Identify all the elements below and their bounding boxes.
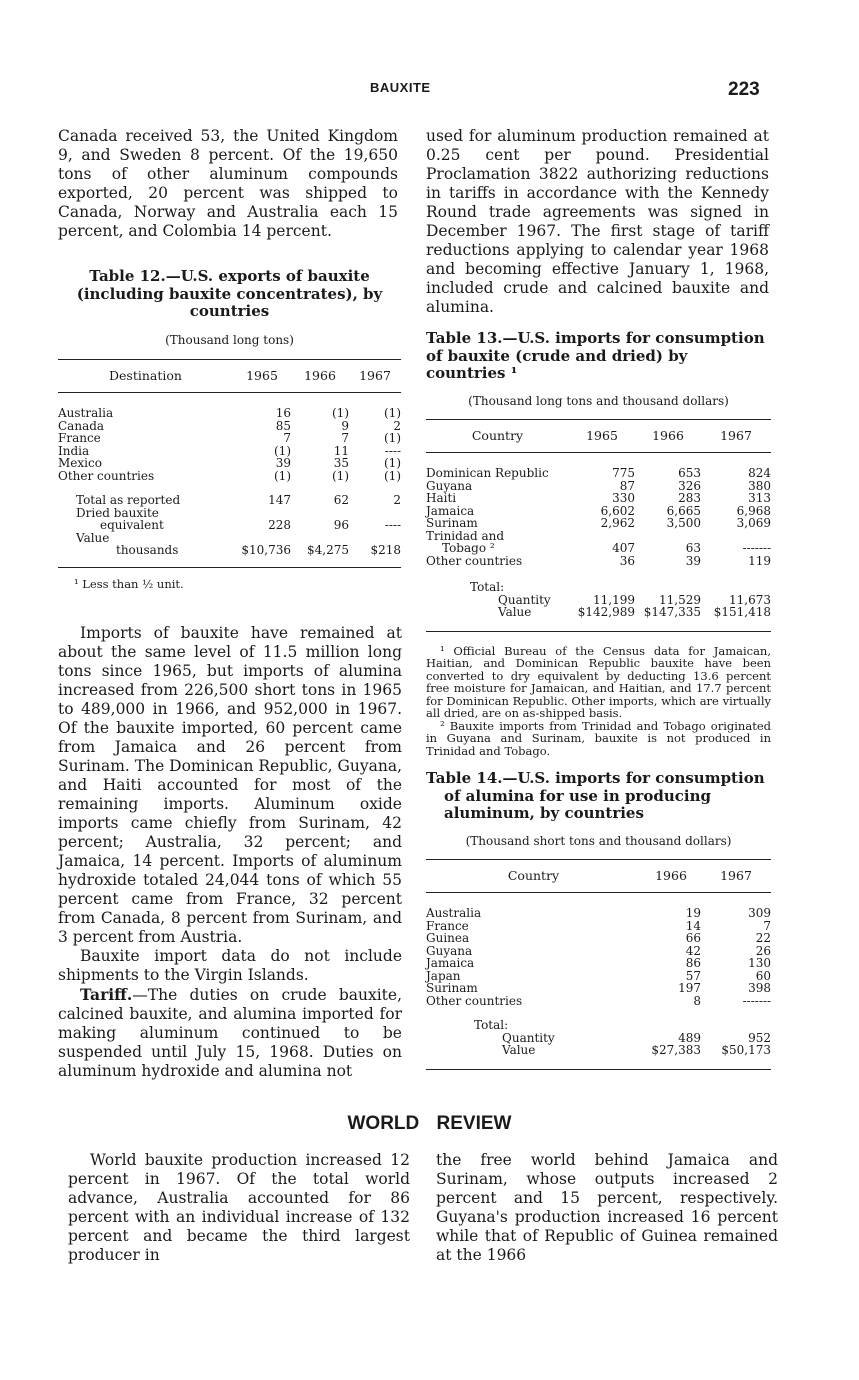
row-label: Australia bbox=[58, 406, 114, 420]
table-14-value-row bbox=[426, 1044, 771, 1057]
table-cell-value: $218 bbox=[370, 543, 401, 557]
world-review-right-paragraph: the free world behind Jamaica and Surinam, whose outputs increased 2 percent and 15 percent, respectively. Guyana's production increased 16 percent while that of Republic of Guinea remained at the 1966 bbox=[436, 1151, 778, 1264]
table-cell-value: 130 bbox=[748, 956, 771, 970]
table-12-caption: Table 12.—U.S. exports of bauxite (including bauxite concentrates), by countries bbox=[76, 267, 383, 320]
table-cell-value: 824 bbox=[748, 466, 771, 480]
table-cell-value: 3,500 bbox=[666, 516, 701, 530]
table-14 bbox=[426, 770, 771, 1070]
table-12-dried-row bbox=[58, 519, 401, 532]
table-cell: Jamaica bbox=[426, 956, 475, 970]
row-label: Canada bbox=[58, 418, 105, 433]
table-row bbox=[58, 432, 401, 445]
table-14-units: (Thousand short tons and thousand dollars) bbox=[465, 833, 732, 848]
table-cell-value: 489 bbox=[678, 1030, 701, 1045]
table-cell: France bbox=[426, 918, 469, 933]
table-cell-value: 86 bbox=[685, 956, 701, 970]
table-cell-value: (1) bbox=[274, 443, 291, 458]
table-cell: Total: bbox=[470, 580, 505, 594]
table-12-col-1965: 1965 bbox=[246, 367, 278, 383]
table-cell-value: 653 bbox=[678, 466, 701, 480]
table-cell-value: 228 bbox=[268, 518, 291, 532]
table-cell-value: 380 bbox=[748, 478, 771, 493]
table-cell-value: 6,968 bbox=[736, 503, 771, 518]
table-12-header bbox=[58, 367, 401, 383]
table-cell-value: (1) bbox=[384, 456, 401, 470]
table-row bbox=[58, 420, 401, 433]
table-cell: Japan bbox=[426, 968, 461, 983]
table-13-value-row bbox=[426, 606, 771, 619]
table-cell-value: 775 bbox=[612, 466, 635, 480]
table-cell-value: 952 bbox=[748, 1030, 771, 1045]
table-row bbox=[426, 945, 771, 958]
table-row bbox=[426, 492, 771, 505]
table-row bbox=[426, 982, 771, 995]
page-number: 223 bbox=[728, 79, 760, 100]
table-13-header bbox=[426, 427, 771, 443]
table-cell-value: 26 bbox=[755, 943, 771, 958]
left-intro-paragraph: Canada received 53, the United Kingdom 9, and Sweden 8 percent. Of the 19,650 tons of other aluminum compounds exported, 20 percent was shipped to Canada, Norway and Australia each 15 percent, and Colombia 14 percent. bbox=[58, 127, 398, 240]
table-12-col-1966: 1966 bbox=[304, 367, 336, 383]
table-cell-value: $151,418 bbox=[713, 605, 771, 619]
table-cell-value: $147,335 bbox=[643, 605, 701, 619]
table-cell: Value bbox=[498, 605, 532, 619]
table-cell-value: 11 bbox=[333, 443, 349, 458]
table-cell: Trinidad and bbox=[426, 528, 505, 543]
left-column-intro bbox=[58, 127, 398, 241]
table-14-header bbox=[426, 867, 771, 883]
table-13-header-rule bbox=[426, 452, 771, 453]
table-cell-value: (1) bbox=[332, 406, 349, 420]
table-12-top-rule bbox=[58, 359, 401, 360]
table-cell-value: 63 bbox=[685, 541, 701, 555]
table-cell-value: 62 bbox=[333, 493, 349, 507]
table-cell bbox=[701, 1019, 771, 1032]
table-cell-value: 6,665 bbox=[666, 503, 701, 518]
table-cell-value: 85 bbox=[275, 418, 291, 433]
table-row bbox=[426, 517, 771, 530]
table-cell-value: (1) bbox=[274, 468, 291, 483]
table-cell: Australia bbox=[426, 906, 482, 920]
table-cell: Quantity bbox=[498, 592, 551, 607]
table-cell-value: 8 bbox=[693, 993, 701, 1008]
table-cell-value: 3,069 bbox=[736, 516, 771, 530]
table-cell-value: $142,989 bbox=[577, 605, 635, 619]
table-row bbox=[58, 457, 401, 470]
table-cell-value: 197 bbox=[678, 981, 701, 995]
table-13-col-1967: 1967 bbox=[720, 427, 752, 443]
table-12 bbox=[58, 268, 401, 590]
table-12-total-row bbox=[58, 494, 401, 507]
table-cell: Dried bauxite bbox=[76, 505, 159, 520]
table-cell bbox=[641, 1019, 701, 1032]
table-cell-value: 407 bbox=[612, 541, 635, 555]
table-cell-value: 7 bbox=[763, 918, 771, 933]
table-cell: Total as reported bbox=[76, 493, 181, 507]
table-cell: Value bbox=[76, 530, 110, 545]
table-14-caption: Table 14.—U.S. imports for consumption of alumina for use in producing aluminum, by countries bbox=[426, 769, 765, 822]
table-cell-value: ---- bbox=[384, 518, 401, 532]
table-cell: Value bbox=[502, 1043, 536, 1057]
table-13-footnote-1: ¹ Official Bureau of the Census data for Jamaican, Haitian, and Dominican Republic bauxite have been converted to dry equivalent by deducting 13.6 percent free moisture for Jamaican, and Haitian, and 17.7 percent for Dominican Republic. Other imports, which are virtually all dried, are on as-shipped basis. bbox=[426, 643, 771, 720]
table-cell: Total: bbox=[474, 1018, 509, 1032]
table-14-bottom-rule bbox=[426, 1069, 771, 1070]
world-review-left-column bbox=[68, 1151, 410, 1265]
table-cell-value: ------- bbox=[742, 993, 771, 1008]
running-header-title: BAUXITE bbox=[370, 80, 431, 95]
row-label: France bbox=[58, 431, 101, 445]
table-cell: thousands bbox=[116, 543, 179, 557]
row-label: Mexico bbox=[58, 456, 102, 470]
table-cell-value: (1) bbox=[384, 406, 401, 420]
table-13-col-1965: 1965 bbox=[586, 427, 618, 443]
table-cell bbox=[569, 581, 635, 594]
imports-paragraph: Imports of bauxite have remained at about the same level of 11.5 million long tons since 1965, but imports of alumina increased from 226,500 short tons in 1965 to 489,000 in 1966, and 952,000 in 1967. Of the bauxite imported, 60 percent came from Jamaica and 26 percent from Surinam. The Dominican Republic, Guyana, and Haiti accounted for most of the remaining imports. Aluminum oxide imports came chiefly from Surinam, 42 percent; Australia, 32 percent; and Jamaica, 14 percent. Imports of aluminum hydroxide totaled 24,044 tons of which 55 percent came from France, 32 percent from Canada, 8 percent from Surinam, and 3 percent from Austria. bbox=[58, 624, 402, 946]
table-13-caption: Table 13.—U.S. imports for consumption of bauxite (crude and dried) by countries ¹ bbox=[426, 329, 765, 382]
table-13-bottom-rule bbox=[426, 631, 771, 632]
table-row bbox=[426, 542, 771, 555]
table-14-col-1966: 1966 bbox=[655, 867, 687, 883]
table-14-header-rule bbox=[426, 892, 771, 893]
table-13-body bbox=[426, 467, 771, 619]
table-cell: Tobago ² bbox=[442, 541, 495, 555]
table-row bbox=[426, 467, 771, 480]
table-row bbox=[426, 555, 771, 568]
table-cell-value: $10,736 bbox=[241, 543, 291, 557]
table-14-col-country: Country bbox=[507, 867, 560, 883]
world-review-heading: WORLD REVIEW bbox=[347, 1113, 512, 1134]
table-13-total-label-row bbox=[426, 581, 771, 594]
table-cell-value: 330 bbox=[612, 491, 635, 505]
table-12-value-label-row bbox=[58, 532, 401, 545]
table-cell-value: 19 bbox=[685, 906, 701, 920]
virgin-islands-paragraph: Bauxite import data do not include shipments to the Virgin Islands. bbox=[58, 947, 402, 984]
table-cell: Guyana bbox=[426, 478, 473, 493]
tariff-text: —The duties on crude bauxite, calcined bauxite, and alumina imported for making aluminum continued to be suspended until July 15, 1968. Duties on aluminum hydroxide and alumina not bbox=[58, 986, 402, 1080]
table-cell-value: 7 bbox=[341, 431, 349, 445]
table-cell-value: 42 bbox=[685, 943, 701, 958]
world-review-right-column bbox=[436, 1151, 778, 1265]
table-row bbox=[426, 480, 771, 493]
table-cell-value: ------- bbox=[742, 541, 771, 555]
table-13-col-1966: 1966 bbox=[652, 427, 684, 443]
table-row bbox=[426, 932, 771, 945]
table-cell-value: 36 bbox=[619, 553, 635, 568]
table-cell-value: 39 bbox=[275, 456, 291, 470]
table-cell-value: 7 bbox=[283, 431, 291, 445]
table-cell-value: 9 bbox=[341, 418, 349, 433]
table-14-quantity-row bbox=[426, 1032, 771, 1045]
tariff-paragraph bbox=[58, 985, 402, 1081]
table-12-col-1967: 1967 bbox=[359, 367, 391, 383]
table-cell: Guinea bbox=[426, 931, 470, 945]
table-cell-value: 119 bbox=[748, 553, 771, 568]
table-row bbox=[426, 995, 771, 1008]
table-14-total-label-row bbox=[426, 1019, 771, 1032]
table-row bbox=[426, 907, 771, 920]
right-column-intro bbox=[426, 127, 769, 317]
table-cell: Guyana bbox=[426, 943, 473, 958]
table-cell-value: 6,602 bbox=[600, 503, 635, 518]
table-cell-value: (1) bbox=[384, 431, 401, 445]
table-13 bbox=[426, 330, 771, 757]
table-cell-value: 313 bbox=[748, 491, 771, 505]
table-cell: Quantity bbox=[502, 1030, 555, 1045]
table-cell: Other countries bbox=[426, 993, 523, 1008]
left-column-body bbox=[58, 624, 402, 1081]
table-cell-value: $4,275 bbox=[307, 543, 349, 557]
table-cell-value: 283 bbox=[678, 491, 701, 505]
table-cell-value: 96 bbox=[333, 518, 349, 532]
table-cell-value: 309 bbox=[748, 906, 771, 920]
table-13-top-rule bbox=[426, 419, 771, 420]
right-intro-paragraph: used for aluminum production remained at 0.25 cent per pound. Presidential Proclamation 3822 authorizing reductions in tariffs in accordance with the Kennedy Round trade agreements was signed in December 1967. The first stage of tariff reductions applying to calendar year 1968 and becoming effective January 1, 1968, included crude and calcined bauxite and alumina. bbox=[426, 127, 769, 316]
table-12-value-row bbox=[58, 544, 401, 557]
table-cell-value: ---- bbox=[384, 443, 401, 458]
row-label: Other countries bbox=[58, 468, 155, 483]
table-cell: equivalent bbox=[100, 518, 164, 532]
table-13-col-country: Country bbox=[471, 427, 524, 443]
table-cell bbox=[635, 581, 701, 594]
table-13-units: (Thousand long tons and thousand dollars) bbox=[468, 393, 729, 408]
table-cell-value: (1) bbox=[332, 468, 349, 483]
table-cell-value: (1) bbox=[384, 468, 401, 483]
table-cell: Dominican Republic bbox=[426, 466, 549, 480]
table-cell: Haiti bbox=[426, 491, 457, 505]
table-row bbox=[58, 445, 401, 458]
table-row bbox=[426, 920, 771, 933]
table-cell: Other countries bbox=[426, 553, 523, 568]
table-cell-value: 39 bbox=[685, 553, 701, 568]
table-cell-value: 87 bbox=[619, 478, 635, 493]
table-cell: Jamaica bbox=[426, 503, 475, 518]
table-cell-value: $27,383 bbox=[651, 1043, 701, 1057]
table-row bbox=[426, 957, 771, 970]
table-cell-value: 11,673 bbox=[729, 592, 771, 607]
table-13-footnote-2: ² Bauxite imports from Trinidad and Tobago originated in Guyana and Surinam, bauxite is not produced in Trinidad and Tobago. bbox=[426, 718, 771, 758]
table-14-top-rule bbox=[426, 859, 771, 860]
table-12-units: (Thousand long tons) bbox=[165, 332, 294, 347]
table-cell-value: 14 bbox=[685, 918, 701, 933]
row-label: India bbox=[58, 443, 90, 458]
table-cell-value: 2 bbox=[393, 493, 401, 507]
table-cell-value: 2 bbox=[393, 418, 401, 433]
table-cell-value: 326 bbox=[678, 478, 701, 493]
table-cell: Surinam bbox=[426, 516, 478, 530]
table-cell bbox=[701, 581, 771, 594]
table-cell-value: 35 bbox=[333, 456, 349, 470]
table-cell-value: 22 bbox=[755, 931, 771, 945]
table-cell: Surinam bbox=[426, 981, 478, 995]
table-12-body bbox=[58, 407, 401, 557]
table-cell-value: 147 bbox=[268, 493, 291, 507]
table-cell-value: 11,199 bbox=[593, 592, 635, 607]
table-row bbox=[58, 470, 401, 483]
table-cell bbox=[426, 567, 771, 581]
table-12-bottom-rule bbox=[58, 567, 401, 568]
table-cell-value: 2,962 bbox=[600, 516, 635, 530]
table-12-header-rule bbox=[58, 392, 401, 393]
table-cell-value: 57 bbox=[685, 968, 701, 983]
table-14-body bbox=[426, 907, 771, 1057]
table-row bbox=[58, 407, 401, 420]
table-cell-value: 398 bbox=[748, 981, 771, 995]
table-12-col-destination: Destination bbox=[109, 367, 182, 383]
table-cell-value: 11,529 bbox=[659, 592, 701, 607]
table-cell-value: 66 bbox=[685, 931, 701, 945]
world-review-left-paragraph: World bauxite production increased 12 percent in 1967. Of the total world advance, Australia accounted for 86 percent with an individual increase of 132 percent and became the third largest producer in bbox=[68, 1151, 410, 1264]
table-cell-value: 60 bbox=[755, 968, 771, 983]
table-cell-value: $50,173 bbox=[721, 1043, 771, 1057]
table-12-footnote: ¹ Less than ½ unit. bbox=[74, 576, 184, 591]
tariff-label: Tariff. bbox=[80, 985, 133, 1004]
table-cell-value: 16 bbox=[275, 406, 291, 420]
table-14-col-1967: 1967 bbox=[720, 867, 752, 883]
